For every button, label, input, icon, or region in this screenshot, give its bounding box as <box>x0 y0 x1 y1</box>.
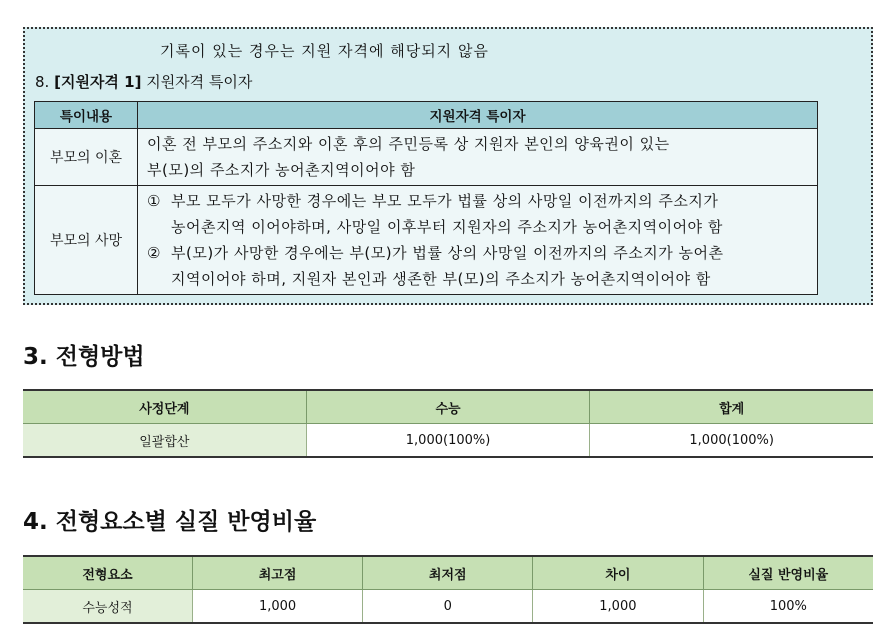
cell-max: 1,000 <box>192 590 362 624</box>
header-max: 최고점 <box>192 556 362 590</box>
row-label-death: 부모의 사망 <box>35 186 138 295</box>
text-line: 이혼 전 부모의 주소지와 이혼 후의 주민등록 상 지원자 본인의 양육권이 있는 <box>147 135 670 153</box>
text-line: 부(모)가 사망한 경우에는 부(모)가 법률 상의 사망일 이전까지의 주소지가 농어촌 <box>171 244 724 262</box>
cell-ratio: 100% <box>703 590 873 624</box>
table-row <box>23 424 873 458</box>
criteria-rest: 지원자격 특이자 <box>141 73 253 91</box>
item-number: ② <box>147 244 161 262</box>
header-element: 전형요소 <box>23 556 192 590</box>
text-line: 부(모)의 주소지가 농어촌지역이어야 함 <box>147 161 416 179</box>
cell-min: 0 <box>363 590 533 624</box>
section3-title: 3. 전형방법 <box>23 344 145 370</box>
ratio-table <box>23 555 873 624</box>
text-line: 농어촌지역 이어야하며, 사망일 이후부터 지원자의 주소지가 농어촌지역이어야 함 <box>171 218 723 236</box>
text-line: 부모 모두가 사망한 경우에는 부모 모두가 법률 상의 사망일 이전까지의 주소지가 <box>171 192 719 210</box>
criteria-heading <box>35 71 252 92</box>
table-row <box>23 590 873 624</box>
notice-line: 기록이 있는 경우는 지원 자격에 해당되지 않음 <box>160 42 489 60</box>
header-special-applicant: 지원자격 특이자 <box>138 102 818 129</box>
special-criteria-table <box>34 101 818 295</box>
text-line: 지역이어야 하며, 지원자 본인과 생존한 부(모)의 주소지가 농어촌지역이어야 함 <box>171 270 711 288</box>
notice-box <box>23 27 873 305</box>
table-row <box>35 186 818 295</box>
header-ratio: 실질 반영비율 <box>703 556 873 590</box>
criteria-bold: [지원자격 1] <box>54 73 142 91</box>
header-min: 최저점 <box>363 556 533 590</box>
cell-diff: 1,000 <box>533 590 703 624</box>
header-special-content: 특이내용 <box>35 102 138 129</box>
selection-method-table <box>23 389 873 458</box>
criteria-number: 8. <box>35 73 55 91</box>
header-diff: 차이 <box>533 556 703 590</box>
section4-title: 4. 전형요소별 실질 반영비율 <box>23 509 317 535</box>
cell-element: 수능성적 <box>23 590 192 624</box>
header-csat: 수능 <box>306 390 590 424</box>
row-text-death <box>138 186 818 295</box>
cell-stage: 일괄합산 <box>23 424 306 458</box>
header-stage: 사정단계 <box>23 390 306 424</box>
table-row <box>35 129 818 186</box>
list-item <box>147 188 808 240</box>
item-number: ① <box>147 192 161 210</box>
cell-csat: 1,000(100%) <box>306 424 590 458</box>
row-label-divorce: 부모의 이혼 <box>35 129 138 186</box>
cell-total: 1,000(100%) <box>590 424 873 458</box>
row-text-divorce <box>138 129 818 186</box>
header-total: 합계 <box>590 390 873 424</box>
list-item <box>147 240 808 292</box>
